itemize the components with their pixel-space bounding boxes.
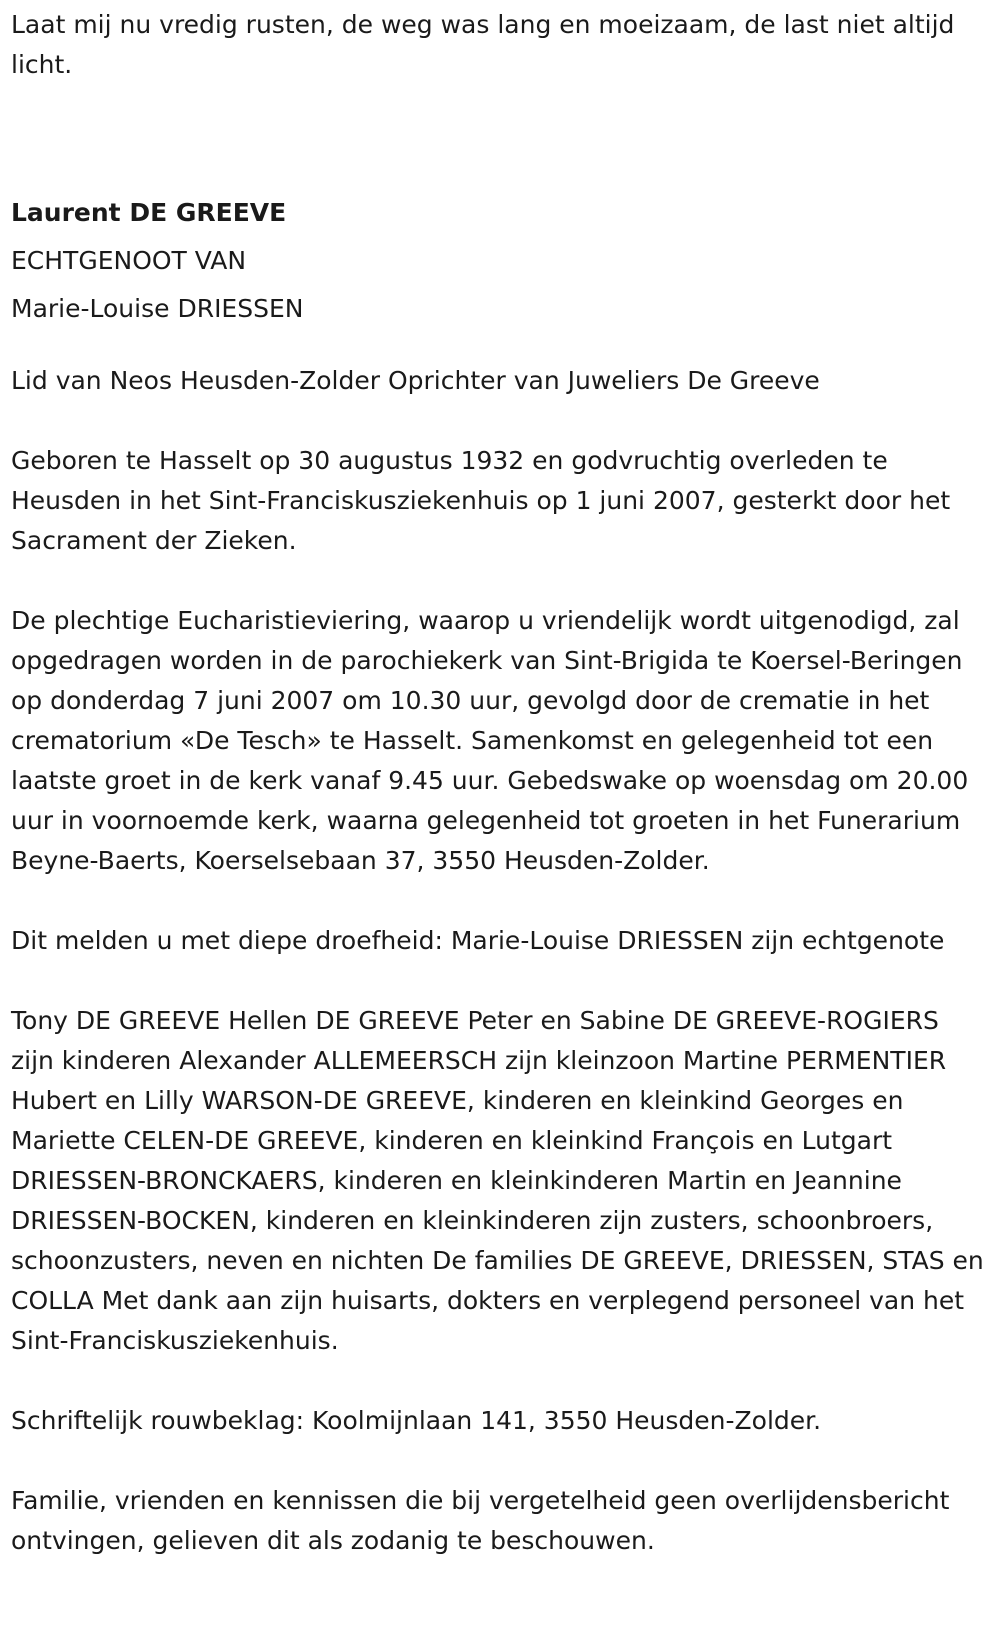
spacer (11, 85, 986, 165)
spacer (11, 1441, 986, 1481)
spacer (11, 165, 986, 189)
condolence-address-text: Schriftelijk rouwbeklag: Koolmijnlaan 141, 3550 Heusden-Zolder. (11, 1406, 822, 1435)
spouse-name: Marie-Louise DRIESSEN (11, 294, 304, 323)
announcement-text: Dit melden u met diepe droefheid: Marie-Louise DRIESSEN zijn echtgenote (11, 926, 945, 955)
deceased-name: Laurent DE GREEVE (11, 198, 287, 227)
membership-text: Lid van Neos Heusden-Zolder Oprichter van Juweliers De Greeve (11, 366, 820, 395)
spacer (11, 881, 986, 921)
spacer (11, 333, 986, 361)
closing-note-text: Familie, vrienden en kennissen die bij vergetelheid geen overlijdensbericht ontvingen, gelieven dit als zodanig te beschouwen. (11, 1486, 950, 1555)
spacer (11, 401, 986, 441)
spacer (11, 1361, 986, 1401)
obituary-document (11, 5, 986, 1561)
ceremony-text: De plechtige Eucharistieviering, waarop u vriendelijk wordt uitgenodigd, zal opgedragen worden in de parochiekerk van Sint-Brigida te Koersel-Beringen op donderdag 7 juni 2007 om 10.30 uur, gevolgd door de crematie in het crematorium «De Tesch» te Hasselt. Samenkomst en gelegenheid tot een laatste groet in de kerk vanaf 9.45 uur. Gebedswake op woensdag om 20.00 uur in voornoemde kerk, waarna gelegenheid tot groeten in het Funerarium Beyne-Baerts, Koerselsebaan 37, 3550 Heusden-Zolder. (11, 606, 969, 875)
spacer (11, 561, 986, 601)
spacer (11, 961, 986, 1001)
family-text: Tony DE GREEVE Hellen DE GREEVE Peter en Sabine DE GREEVE-ROGIERS zijn kinderen Alexander ALLEMEERSCH zijn kleinzoon Martine PERMENTIER Hubert en Lilly WARSON-DE GREEVE, kinderen en kleinkind Georges en Mariette CELEN-DE GREEVE, kinderen en kleinkind François en Lutgart DRIESSEN-BRONCKAERS, kinderen en kleinkinderen Martin en Jeannine DRIESSEN-BOCKEN, kinderen en kleinkinderen zijn zusters, schoonbroers, schoonzusters, neven en nichten De families DE GREEVE, DRIESSEN, STAS en COLLA Met dank aan zijn huisarts, dokters en verplegend personeel van het Sint-Franciskusziekenhuis. (11, 1006, 984, 1355)
relation-label: ECHTGENOOT VAN (11, 246, 247, 275)
motto-text: Laat mij nu vredig rusten, de weg was lang en moeizaam, de last niet altijd licht. (11, 10, 955, 79)
birth-death-text: Geboren te Hasselt op 30 augustus 1932 en godvruchtig overleden te Heusden in het Sint-Franciskusziekenhuis op 1 juni 2007, gesterkt door het Sacrament der Zieken. (11, 446, 951, 555)
